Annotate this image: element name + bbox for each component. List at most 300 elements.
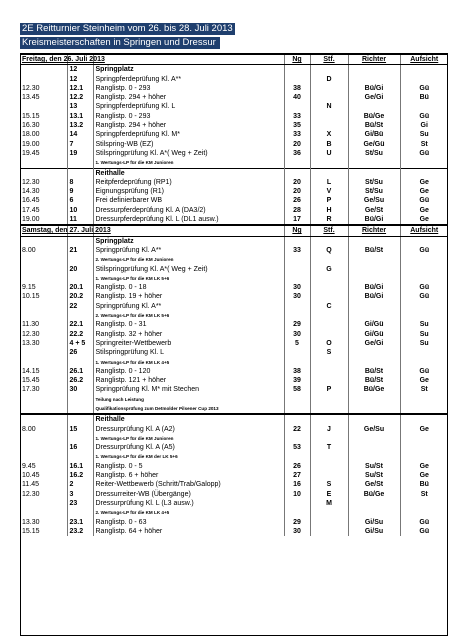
event-title: 2E Reitturnier Steinheim vom 26. bis 28. Juli 2013	[20, 23, 235, 35]
cell-supervision: Gü	[400, 367, 448, 376]
cell-supervision: Gü	[400, 292, 448, 301]
cell-participants	[284, 452, 310, 461]
cell-judges: Bü/Ge	[348, 490, 400, 499]
cell-time: 15.45	[22, 377, 40, 385]
cell-staff: U	[310, 149, 348, 158]
cell-supervision: Gü	[400, 527, 448, 536]
cell-judges: Gi/Su	[348, 518, 400, 527]
cell-time	[20, 168, 67, 178]
cell-supervision	[400, 236, 448, 246]
cell-number: 16.1	[67, 462, 93, 471]
cell-staff: X	[310, 130, 348, 139]
cell-title: Dressurprüfung Kl. A (A2)	[93, 425, 284, 434]
table-row	[20, 265, 448, 274]
cell-supervision: Gü	[400, 518, 448, 527]
table-row	[20, 246, 448, 255]
cell-supervision: St	[400, 490, 448, 499]
cell-participants: 33	[284, 130, 310, 139]
cell-number: 12.1	[67, 84, 93, 93]
table-row	[20, 320, 448, 329]
cell-time: 10.45	[22, 472, 40, 480]
cell-time	[20, 508, 67, 517]
cell-participants	[284, 102, 310, 111]
cell-time	[20, 274, 67, 283]
cell-staff	[310, 367, 348, 376]
cell-staff: J	[310, 425, 348, 434]
cell-participants	[284, 255, 310, 264]
cell-staff: Stf.	[310, 225, 348, 236]
cell-number: 6	[67, 196, 93, 205]
cell-number	[67, 395, 93, 404]
cell-staff	[310, 283, 348, 292]
cell-supervision	[400, 358, 448, 367]
cell-judges: Gi/Su	[348, 527, 400, 536]
cell-participants: 39	[284, 376, 310, 385]
cell-number: 7	[67, 140, 93, 149]
day-header-row	[20, 54, 448, 65]
cell-title: Dressurpferdeprüfung Kl. A (DA3/2)	[93, 206, 284, 215]
cell-staff	[310, 236, 348, 246]
cell-supervision: Ge	[400, 462, 448, 471]
cell-supervision: Su	[400, 320, 448, 329]
cell-judges: Ge/Su	[348, 425, 400, 434]
cell-title: Ranglistp. 121 + höher	[93, 376, 284, 385]
table-row	[20, 425, 448, 434]
cell-title: Dressurprüfung Kl. A (A5)	[93, 443, 284, 452]
cell-title: Springprüfung Kl. A**	[93, 246, 284, 255]
table-row	[20, 404, 448, 414]
event-subtitle: Kreismeisterschaften in Springen und Dressur	[20, 37, 220, 49]
cell-number: 16.2	[67, 471, 93, 480]
table-row	[20, 292, 448, 301]
cell-staff	[310, 93, 348, 102]
cell-title: Dressurpferdeprüfung Kl. L (DL1 ausw.)	[93, 215, 284, 225]
cell-time: Freitag, den 26. Juli 2013	[22, 56, 105, 63]
cell-time: 15.15	[22, 527, 40, 535]
table-row	[20, 462, 448, 471]
table-row	[20, 140, 448, 149]
cell-title: Stilspringprüfung Kl. A*( Weg + Zeit)	[93, 149, 284, 158]
cell-title: Reiter-Wettbewerb (Schritt/Trab/Galopp)	[93, 480, 284, 489]
cell-supervision	[400, 499, 448, 508]
cell-judges	[348, 348, 400, 357]
cell-judges: Ge/Gü	[348, 140, 400, 149]
cell-time	[20, 414, 67, 424]
cell-time: 9.45	[22, 462, 36, 470]
table-row	[20, 358, 448, 367]
table-row	[20, 452, 448, 461]
cell-title: Springplatz	[93, 236, 284, 246]
cell-title: 1. Wertungs-LP für die KM LK 4+5	[93, 358, 284, 367]
cell-number: 10	[67, 206, 93, 215]
cell-time	[20, 434, 67, 443]
cell-title: 2. Wertungs-LP für die KM LK 5+6	[93, 311, 284, 320]
cell-judges	[348, 158, 400, 168]
cell-participants: 22	[284, 425, 310, 434]
table-row	[20, 508, 448, 517]
table-row	[20, 348, 448, 357]
cell-judges: Bü/Ge	[348, 385, 400, 394]
cell-time: 13.30	[22, 518, 40, 526]
cell-judges: Bü/St	[348, 367, 400, 376]
cell-time	[20, 348, 67, 357]
cell-judges: Ge/Gi	[348, 93, 400, 102]
cell-staff	[310, 404, 348, 414]
cell-number: 20.1	[67, 283, 93, 292]
cell-staff: S	[310, 348, 348, 357]
cell-time: 12.30	[22, 330, 40, 338]
cell-staff	[310, 320, 348, 329]
table-row	[20, 330, 448, 339]
table-row	[20, 385, 448, 394]
cell-supervision: Su	[400, 130, 448, 139]
cell-staff: G	[310, 265, 348, 274]
cell-staff	[310, 471, 348, 480]
cell-title: 2. Wertungs-LP für die KM LK 4+5	[93, 508, 284, 517]
cell-title: Ranglistp. 0 - 5	[93, 462, 284, 471]
cell-participants: 17	[284, 215, 310, 225]
cell-number: 26.2	[67, 376, 93, 385]
cell-number: 22.1	[67, 320, 93, 329]
cell-supervision	[400, 302, 448, 311]
cell-participants: 40	[284, 93, 310, 102]
cell-title: 1. Wertungs-LP für die KM Junioren	[93, 158, 284, 168]
cell-staff	[310, 434, 348, 443]
cell-staff: E	[310, 490, 348, 499]
cell-participants: 20	[284, 178, 310, 187]
cell-number: 13.2	[67, 121, 93, 130]
cell-supervision	[400, 434, 448, 443]
cell-title: Ranglistp. 6 + höher	[93, 471, 284, 480]
cell-participants	[284, 414, 310, 424]
cell-number	[67, 404, 93, 414]
cell-time: 18.00	[22, 131, 40, 139]
table-row	[20, 471, 448, 480]
cell-participants: 53	[284, 443, 310, 452]
cell-staff: S	[310, 480, 348, 489]
table-row	[20, 443, 448, 452]
cell-number: 30	[67, 385, 93, 394]
cell-time: 12.30	[22, 84, 40, 92]
cell-number: 26.1	[67, 367, 93, 376]
cell-judges: Gi/Gü	[348, 330, 400, 339]
table-row	[20, 434, 448, 443]
cell-number: 20.2	[67, 292, 93, 301]
cell-judges	[348, 508, 400, 517]
cell-staff: L	[310, 178, 348, 187]
cell-supervision: Bü	[400, 93, 448, 102]
cell-time	[20, 102, 67, 111]
cell-staff: B	[310, 140, 348, 149]
cell-title: Stilspringprüfung Kl. A*( Weg + Zeit)	[93, 265, 284, 274]
cell-title: Teilung nach Leistung	[93, 395, 284, 404]
cell-time	[20, 236, 67, 246]
cell-time: Samstag, den 27. Juli 2013	[22, 227, 111, 235]
cell-judges	[348, 414, 400, 424]
cell-title: Frei definierbarer WB	[93, 196, 284, 205]
cell-title: 1. Wertungs-LP für die KM LK 5+6	[93, 274, 284, 283]
cell-judges	[348, 236, 400, 246]
cell-time: 14.15	[22, 367, 40, 375]
cell-participants	[284, 348, 310, 357]
cell-staff	[310, 358, 348, 367]
cell-supervision	[400, 311, 448, 320]
table-row	[20, 130, 448, 139]
cell-time: 11.30	[22, 321, 39, 329]
cell-judges	[348, 168, 400, 178]
cell-staff	[310, 168, 348, 178]
cell-judges: Su/St	[348, 471, 400, 480]
cell-number: 13	[67, 102, 93, 111]
cell-supervision	[400, 168, 448, 178]
cell-time	[20, 404, 67, 414]
cell-title	[93, 54, 284, 65]
cell-supervision	[400, 414, 448, 424]
cell-supervision: Ge	[400, 425, 448, 434]
table-row	[20, 187, 448, 196]
cell-participants: 33	[284, 112, 310, 121]
table-row	[20, 236, 448, 246]
cell-time	[20, 255, 67, 264]
cell-participants: 5	[284, 339, 310, 348]
cell-title: Springprüfung Kl. A**	[93, 302, 284, 311]
cell-staff	[310, 395, 348, 404]
cell-judges: Bü/Gi	[348, 283, 400, 292]
cell-supervision: Gü	[400, 246, 448, 255]
cell-participants	[284, 311, 310, 320]
cell-number: 23.1	[67, 518, 93, 527]
cell-number: 3	[67, 490, 93, 499]
table-row	[20, 215, 448, 225]
cell-supervision	[400, 348, 448, 357]
cell-judges: Richter	[348, 54, 400, 65]
schedule-table	[20, 53, 448, 536]
cell-judges	[348, 443, 400, 452]
cell-title: Ranglistp. 19 + höher	[93, 292, 284, 301]
cell-supervision: St	[400, 140, 448, 149]
cell-participants: 38	[284, 367, 310, 376]
table-row	[20, 499, 448, 508]
cell-supervision	[400, 102, 448, 111]
cell-time	[20, 265, 67, 274]
table-row	[20, 414, 448, 424]
cell-number	[67, 236, 93, 246]
cell-staff	[310, 376, 348, 385]
cell-number: 4 + 5	[67, 339, 93, 348]
cell-supervision	[400, 158, 448, 168]
cell-number: 12	[67, 65, 93, 75]
cell-time	[20, 311, 67, 320]
cell-supervision: Su	[400, 330, 448, 339]
table-row	[20, 149, 448, 158]
cell-participants: 38	[284, 84, 310, 93]
cell-participants: 26	[284, 196, 310, 205]
cell-number: 20	[67, 265, 93, 274]
cell-supervision: Aufsicht	[400, 54, 448, 65]
cell-judges: Ge/St	[348, 206, 400, 215]
cell-judges	[348, 102, 400, 111]
cell-staff	[310, 274, 348, 283]
cell-supervision: Bü	[400, 480, 448, 489]
cell-participants: 27	[284, 471, 310, 480]
cell-time: 14.30	[22, 188, 40, 196]
cell-staff: O	[310, 339, 348, 348]
cell-title: Springprüfung Kl. M* mit Stechen	[93, 385, 284, 394]
cell-staff	[310, 112, 348, 121]
cell-time	[20, 443, 67, 452]
cell-staff	[310, 462, 348, 471]
cell-staff: H	[310, 206, 348, 215]
cell-staff	[310, 65, 348, 75]
cell-supervision	[400, 395, 448, 404]
cell-title: Ranglistp. 0 - 31	[93, 320, 284, 329]
cell-title: Dressurreiter-WB (Übergänge)	[93, 490, 284, 499]
cell-time: 19.45	[22, 149, 40, 157]
cell-time	[20, 75, 67, 84]
cell-time: 12.30	[22, 490, 40, 498]
cell-judges	[348, 358, 400, 367]
cell-participants	[284, 499, 310, 508]
cell-judges: Su/St	[348, 462, 400, 471]
cell-number: 16	[67, 443, 93, 452]
cell-number	[67, 414, 93, 424]
cell-staff	[310, 121, 348, 130]
cell-staff: P	[310, 196, 348, 205]
cell-title: Ranglistp. 32 + höher	[93, 330, 284, 339]
cell-supervision: Gü	[400, 112, 448, 121]
table-row	[20, 527, 448, 536]
cell-supervision	[400, 508, 448, 517]
cell-judges: St/Su	[348, 149, 400, 158]
cell-participants	[284, 404, 310, 414]
cell-number	[67, 158, 93, 168]
table-row	[20, 178, 448, 187]
table-row	[20, 112, 448, 121]
cell-judges: Bü/St	[348, 121, 400, 130]
cell-participants: 29	[284, 320, 310, 329]
table-row	[20, 395, 448, 404]
cell-participants	[284, 508, 310, 517]
cell-title: Springplatz	[93, 65, 284, 75]
cell-staff: C	[310, 302, 348, 311]
cell-title: Ranglistp. 294 + höher	[93, 121, 284, 130]
table-row	[20, 75, 448, 84]
cell-time	[20, 158, 67, 168]
cell-participants	[284, 65, 310, 75]
cell-supervision	[400, 443, 448, 452]
cell-participants	[284, 168, 310, 178]
cell-time: 16.45	[22, 197, 40, 205]
cell-participants	[284, 434, 310, 443]
cell-participants	[284, 358, 310, 367]
cell-time: 8.00	[22, 246, 36, 254]
cell-judges	[348, 434, 400, 443]
cell-judges: Gi/Gü	[348, 320, 400, 329]
cell-number: 14	[67, 130, 93, 139]
table-row	[20, 65, 448, 75]
cell-judges: Bü/Gi	[348, 84, 400, 93]
cell-participants	[284, 75, 310, 84]
cell-judges: Bü/Gi	[348, 215, 400, 225]
cell-time: 8.00	[22, 425, 36, 433]
cell-title: Stilspringprüfung Kl. L	[93, 348, 284, 357]
cell-number: 23	[67, 499, 93, 508]
cell-participants	[284, 274, 310, 283]
cell-supervision	[400, 452, 448, 461]
cell-staff: V	[310, 187, 348, 196]
cell-judges	[348, 302, 400, 311]
cell-title: Reitpferdeprüfung (RP1)	[93, 178, 284, 187]
cell-participants: 35	[284, 121, 310, 130]
cell-supervision	[400, 265, 448, 274]
table-row	[20, 311, 448, 320]
cell-title: Springpferdeprüfung Kl. A**	[93, 75, 284, 84]
cell-staff	[310, 518, 348, 527]
cell-time	[20, 452, 67, 461]
cell-title: Ranglistp. 0 - 293	[93, 112, 284, 121]
cell-staff: T	[310, 443, 348, 452]
cell-time: 9.15	[22, 284, 36, 292]
cell-supervision: Gü	[400, 196, 448, 205]
cell-number: 13.1	[67, 112, 93, 121]
cell-staff: M	[310, 499, 348, 508]
cell-judges: Ge/Gi	[348, 339, 400, 348]
cell-judges: Bü/St	[348, 376, 400, 385]
cell-number	[67, 434, 93, 443]
cell-number	[67, 508, 93, 517]
cell-time: 17.30	[22, 386, 40, 394]
cell-time	[20, 65, 67, 75]
cell-judges: Bü/St	[348, 246, 400, 255]
cell-participants: 30	[284, 283, 310, 292]
cell-supervision	[400, 274, 448, 283]
cell-title: Dressurprüfung Kl. L (L3 ausw.)	[93, 499, 284, 508]
cell-supervision: Gi	[400, 121, 448, 130]
cell-number	[67, 452, 93, 461]
cell-participants: 29	[284, 518, 310, 527]
cell-supervision: Gü	[400, 84, 448, 93]
cell-title: 1. Wertungs-LP für die KM Junioren	[93, 434, 284, 443]
cell-time: 17.45	[22, 206, 40, 214]
cell-supervision: Ge	[400, 178, 448, 187]
day-header-row	[20, 225, 448, 236]
cell-judges	[348, 65, 400, 75]
cell-judges: St/Su	[348, 187, 400, 196]
table-row	[20, 84, 448, 93]
cell-judges: Bü/Ge	[348, 112, 400, 121]
cell-title: Stilspring-WB (EZ)	[93, 140, 284, 149]
cell-number	[67, 358, 93, 367]
cell-time	[20, 499, 67, 508]
table-row	[20, 274, 448, 283]
cell-participants: 33	[284, 246, 310, 255]
table-row	[20, 93, 448, 102]
table-row	[20, 518, 448, 527]
cell-time: 13.45	[22, 94, 40, 102]
cell-judges: Gi/Bü	[348, 130, 400, 139]
cell-supervision: Ge	[400, 471, 448, 480]
cell-time: 19.00	[22, 216, 40, 224]
cell-title: Ranglistp. 0 - 63	[93, 518, 284, 527]
table-row	[20, 302, 448, 311]
cell-number: 9	[67, 187, 93, 196]
table-row	[20, 121, 448, 130]
cell-supervision: Su	[400, 339, 448, 348]
cell-supervision	[400, 65, 448, 75]
table-row	[20, 480, 448, 489]
cell-participants	[284, 158, 310, 168]
table-row	[20, 376, 448, 385]
